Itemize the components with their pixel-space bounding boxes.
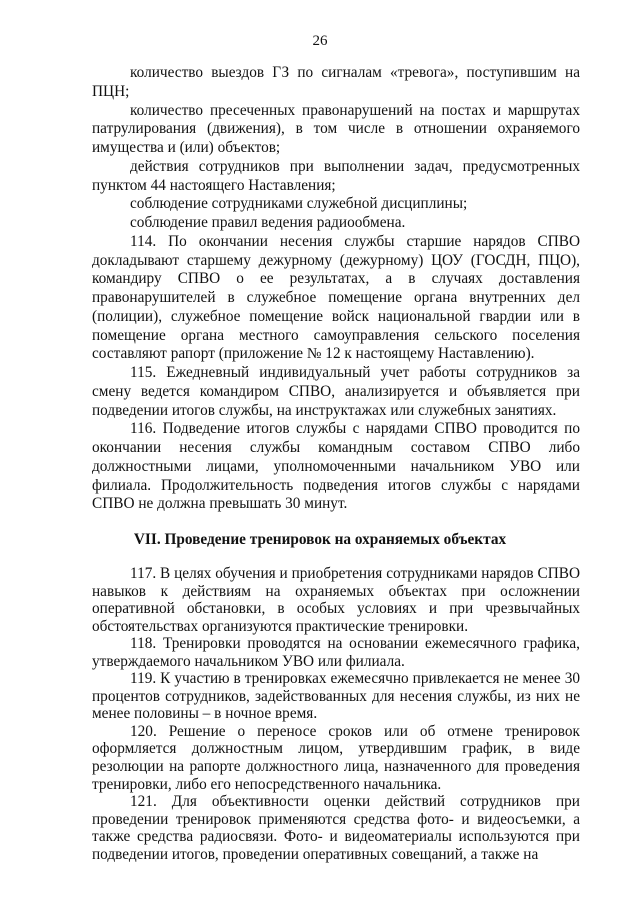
paragraph: соблюдение правил ведения радиообмена.: [130, 214, 406, 231]
paragraph: количество выездов ГЗ по сигналам «тревога», поступившим на ПЦН;: [92, 64, 580, 100]
paragraph-119: 119. К участию в тренировках ежемесячно привлекается не менее 30 процентов сотрудников, задействованных для несения службы, из них не менее половины – в ночное время.: [92, 670, 580, 723]
paragraph-117: 117. В целях обучения и приобретения сотрудниками нарядов СПВО навыков к действиям на охраняемых объектах при осложнении оперативной обстановки, в особых условиях и при чрезвычайных обстоятельствах организуются практические тренировки.: [92, 565, 580, 635]
paragraph: действия сотрудников при выполнении задач, предусмотренных пунктом 44 настоящего Наставления;: [92, 157, 580, 194]
section-heading: VII. Проведение тренировок на охраняемых объектах: [133, 531, 507, 548]
paragraph: количество пресеченных правонарушений на постах и маршрутах патрулирования (движения), в том числе в отношении охраняемого имущества и (или) объектов;: [92, 101, 580, 156]
page-content: [92, 64, 580, 863]
paragraph-114: 114. По окончании несения службы старшие нарядов СПВО докладывают старшему дежурному (дежурному) ЦОУ (ГОСДН, ПЦО), командиру СПВО о ее результатах, а в случаях доставления правонарушителей в служебное помещение органа внутренних дел (полиции), служебное помещение войск национальной гвардии или в помещение органа местного самоуправления сельского поселения составляют рапорт (приложение № 12 к настоящему Наставлению).: [92, 232, 580, 363]
page-number: 26: [312, 33, 328, 49]
paragraph-118: 118. Тренировки проводятся на основании ежемесячного графика, утверждаемого начальником УВО или филиала.: [92, 635, 580, 670]
paragraph-121: 121. Для объективности оценки действий сотрудников при проведении тренировок применяются средства фото- и видеосъемки, а также средства радиосвязи. Фото- и видеоматериалы используются при подведении итогов, проведении оперативных совещаний, а также на: [92, 793, 580, 863]
paragraph-115: 115. Ежедневный индивидуальный учет работы сотрудников за смену ведется командиром СПВО, анализируется и объявляется при подведении итогов службы, на инструктажах или служебных занятиях.: [92, 364, 580, 419]
section-1-body: [92, 64, 580, 514]
paragraph-116: 116. Подведение итогов службы с нарядами СПВО проводится по окончании несения службы командным составом СПВО либо должностными лицами, уполномоченными начальником УВО или филиала. Продолжительность подведения итогов службы с нарядами СПВО не должна превышать 30 минут.: [92, 420, 580, 513]
paragraph: соблюдение сотрудниками служебной дисциплины;: [130, 195, 468, 213]
section-2-body: [92, 565, 580, 863]
paragraph-120: 120. Решение о переносе сроков или об отмене тренировок оформляется должностным лицом, утвердившим график, в виде резолюции на рапорте должностного лица, назначенного для проведения тренировки, либо его непосредственного начальника.: [92, 722, 580, 793]
